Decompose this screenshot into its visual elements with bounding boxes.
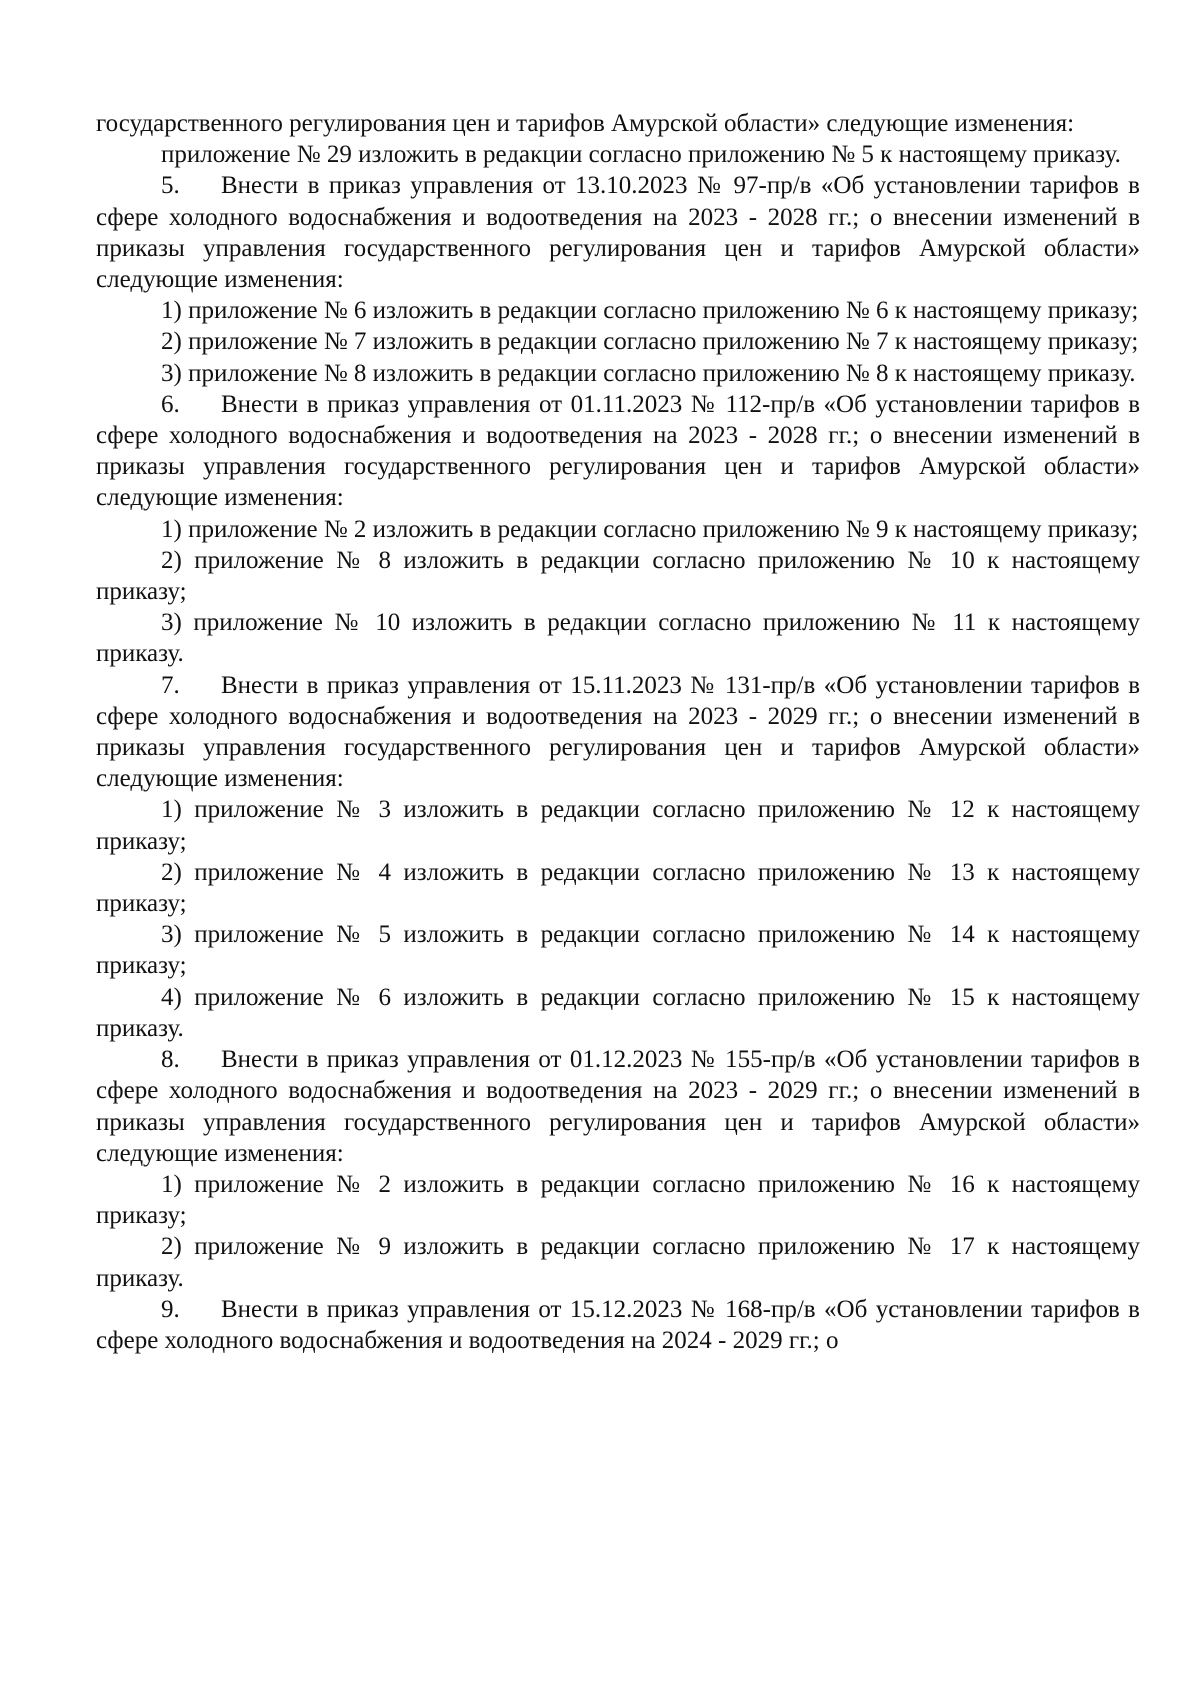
list-item: 1) приложение № 2 изложить в редакции согласно приложению № 9 к настоящему приказу; [161, 515, 1139, 543]
section-paragraph [96, 1044, 1140, 1169]
section-paragraph [96, 170, 1140, 295]
section-paragraph [96, 670, 1140, 795]
list-item: 2) приложение № 4 изложить в редакции согласно приложению № 13 к настоящему приказу; [96, 858, 1140, 918]
section-7 [96, 670, 1140, 1044]
list-item: 1) приложение № 6 изложить в редакции согласно приложению № 6 к настоящему приказу; [161, 297, 1139, 325]
list-item: 1) приложение № 2 изложить в редакции согласно приложению № 16 к настоящему приказу; [96, 1170, 1140, 1230]
list-item: 1) приложение № 3 изложить в редакции согласно приложению № 12 к настоящему приказу; [96, 796, 1140, 855]
section-number: 9. [161, 1295, 180, 1323]
section-number: 8. [161, 1046, 180, 1074]
list-item: 3) приложение № 8 изложить в редакции согласно приложению № 8 к настоящему приказу. [161, 359, 1136, 387]
section-number: 7. [161, 671, 180, 699]
section-8 [96, 1044, 1140, 1294]
intro-item: приложение № 29 изложить в редакции согласно приложению № 5 к настоящему приказу. [161, 141, 1121, 169]
section-text: Внести в приказ управления от 15.11.2023 № 131-пр/в «Об установлении тарифов в сфере холодного водоснабжения и водоотведения на 2023 - 2029 гг.; о внесении изменений в приказы управления государственного регулирования цен и тарифов Амурской области» следующие изменения: [96, 671, 1140, 793]
list-item: 2) приложение № 8 изложить в редакции согласно приложению № 10 к настоящему приказу; [96, 546, 1140, 606]
section-number: 5. [161, 172, 180, 200]
section-paragraph [96, 1294, 1140, 1356]
list-item: 2) приложение № 7 изложить в редакции согласно приложению № 7 к настоящему приказу; [161, 328, 1139, 356]
section-6 [96, 389, 1140, 670]
section-text: Внести в приказ управления от 01.12.2023 № 155-пр/в «Об установлении тарифов в сфере холодного водоснабжения и водоотведения на 2023 - 2029 гг.; о внесении изменений в приказы управления государственного регулирования цен и тарифов Амурской области» следующие изменения: [96, 1046, 1140, 1167]
section-text: Внести в приказ управления от 01.11.2023 № 112-пр/в «Об установлении тарифов в сфере холодного водоснабжения и водоотведения на 2023 - 2028 гг.; о внесении изменений в приказы управления государственного регулирования цен и тарифов Амурской области» следующие изменения: [96, 390, 1140, 512]
list-item: 3) приложение № 10 изложить в редакции согласно приложению № 11 к настоящему приказу. [96, 609, 1140, 668]
document-page [96, 108, 1140, 1356]
list-item: 4) приложение № 6 изложить в редакции согласно приложению № 15 к настоящему приказу. [96, 983, 1140, 1042]
intro-text: государственного регулирования цен и тарифов Амурской области» следующие изменения: [96, 110, 1075, 137]
section-number: 6. [161, 390, 180, 418]
section-9 [96, 1294, 1140, 1356]
list-item: 3) приложение № 5 изложить в редакции согласно приложению № 14 к настоящему приказу; [96, 921, 1140, 980]
section-paragraph [96, 389, 1140, 514]
section-text: Внести в приказ управления от 13.10.2023 № 97-пр/в «Об установлении тарифов в сфере холодного водоснабжения и водоотведения на 2023 - 2028 гг.; о внесении изменений в приказы управления государственного регулирования цен и тарифов Амурской области» следующие изменения: [96, 172, 1140, 294]
section-text: Внести в приказ управления от 15.12.2023 № 168-пр/в «Об установлении тарифов в сфере холодного водоснабжения и водоотведения на 2024 - 2029 гг.; о [96, 1295, 1140, 1354]
list-item: 2) приложение № 9 изложить в редакции согласно приложению № 17 к настоящему приказу. [96, 1233, 1140, 1292]
section-5 [96, 170, 1140, 388]
